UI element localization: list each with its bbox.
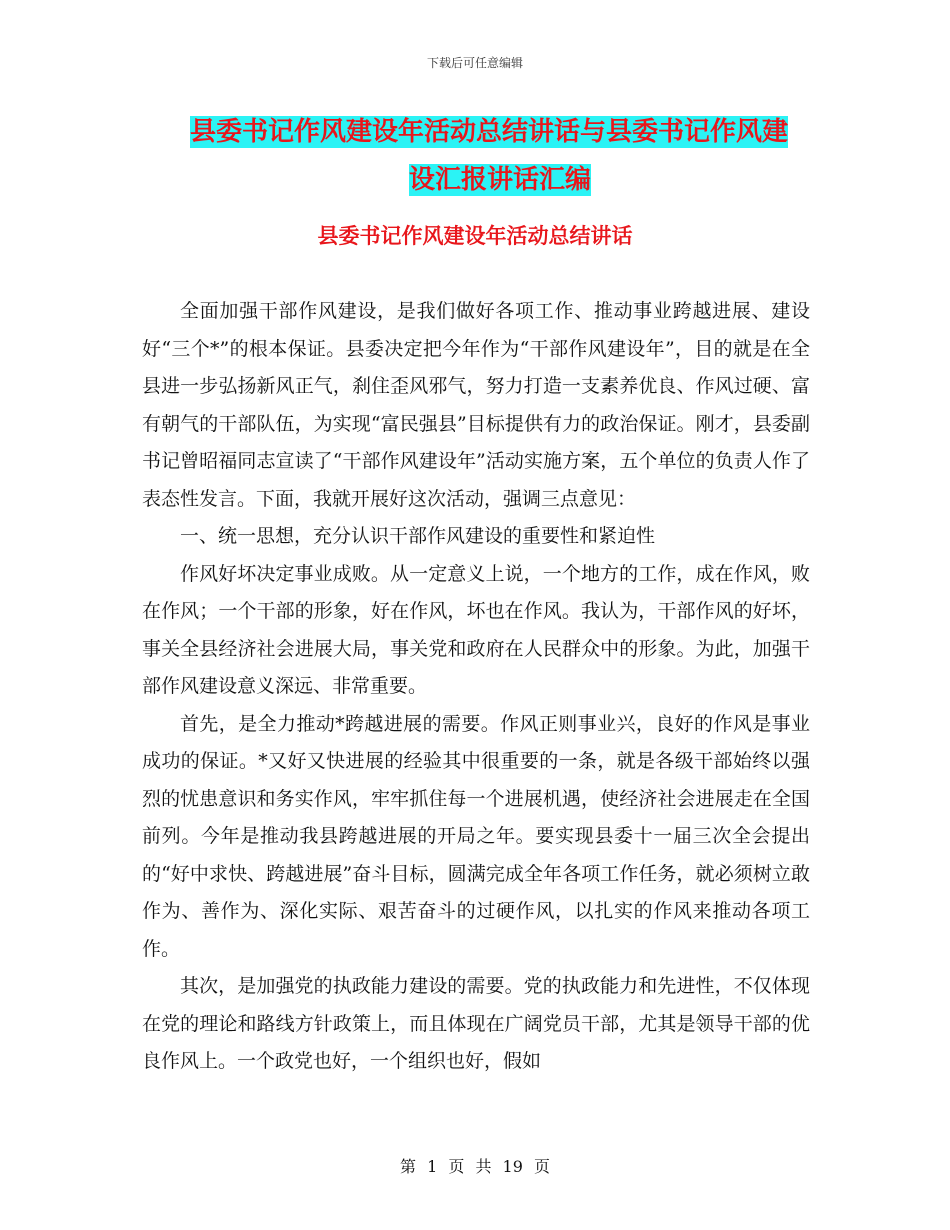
page-number: 第 1 页 共 19 页 — [400, 1157, 550, 1176]
document-title — [190, 108, 810, 204]
title-line-1: 县委书记作风建设年活动总结讲话与县委书记作风建 — [190, 117, 789, 147]
body-text — [142, 293, 810, 1081]
header-note: 下载后可任意编辑 — [426, 56, 523, 70]
paragraph: 全面加强干部作风建设，是我们做好各项工作、推动事业跨越进展、建设好“三个*”的根本保证。县委决定把今年作为“干部作风建设年”，目的就是在全县进一步弘扬新风正气，刹住歪风邪气，努力打造一支素养优良、作风过硬、富有朝气的干部队伍，为实现“富民强县”目标提供有力的政治保证。刚才，县委副书记曾昭福同志宣读了“干部作风建设年”活动实施方案，五个单位的负责人作了表态性发言。下面，我就开展好这次活动，强调三点意见： — [142, 300, 810, 510]
paragraph: 一、统一思想，充分认识干部作风建设的重要性和紧迫性 — [180, 525, 656, 547]
paragraph: 首先，是全力推动*跨越进展的需要。作风正则事业兴，良好的作风是事业成功的保证。*又好又快进展的经验其中很重要的一条，就是各级干部始终以强烈的忧患意识和务实作风，牢牢抓住每一个进展机遇，使经济社会进展走在全国前列。今年是推动我县跨越进展的开局之年。要实现县委十一届三次全会提出的“好中求快、跨越进展”奋斗目标，圆满完成全年各项工作任务，就必须树立敢作为、善作为、深化实际、艰苦奋斗的过硬作风，以扎实的作风来推动各项工作。 — [142, 712, 810, 960]
paragraph: 其次，是加强党的执政能力建设的需要。党的执政能力和先进性，不仅体现在党的理论和路线方针政策上，而且体现在广阔党员干部，尤其是领导干部的优良作风上。一个政党也好，一个组织也好，假如 — [142, 975, 810, 1072]
title-line-2: 设汇报讲话汇编 — [408, 165, 591, 195]
paragraph: 作风好坏决定事业成败。从一定意义上说，一个地方的工作，成在作风，败在作风；一个干部的形象，好在作风，坏也在作风。我认为，干部作风的好坏，事关全县经济社会进展大局，事关党和政府在人民群众中的形象。为此，加强干部作风建设意义深远、非常重要。 — [142, 562, 810, 697]
section-heading: 县委书记作风建设年活动总结讲话 — [317, 224, 633, 248]
